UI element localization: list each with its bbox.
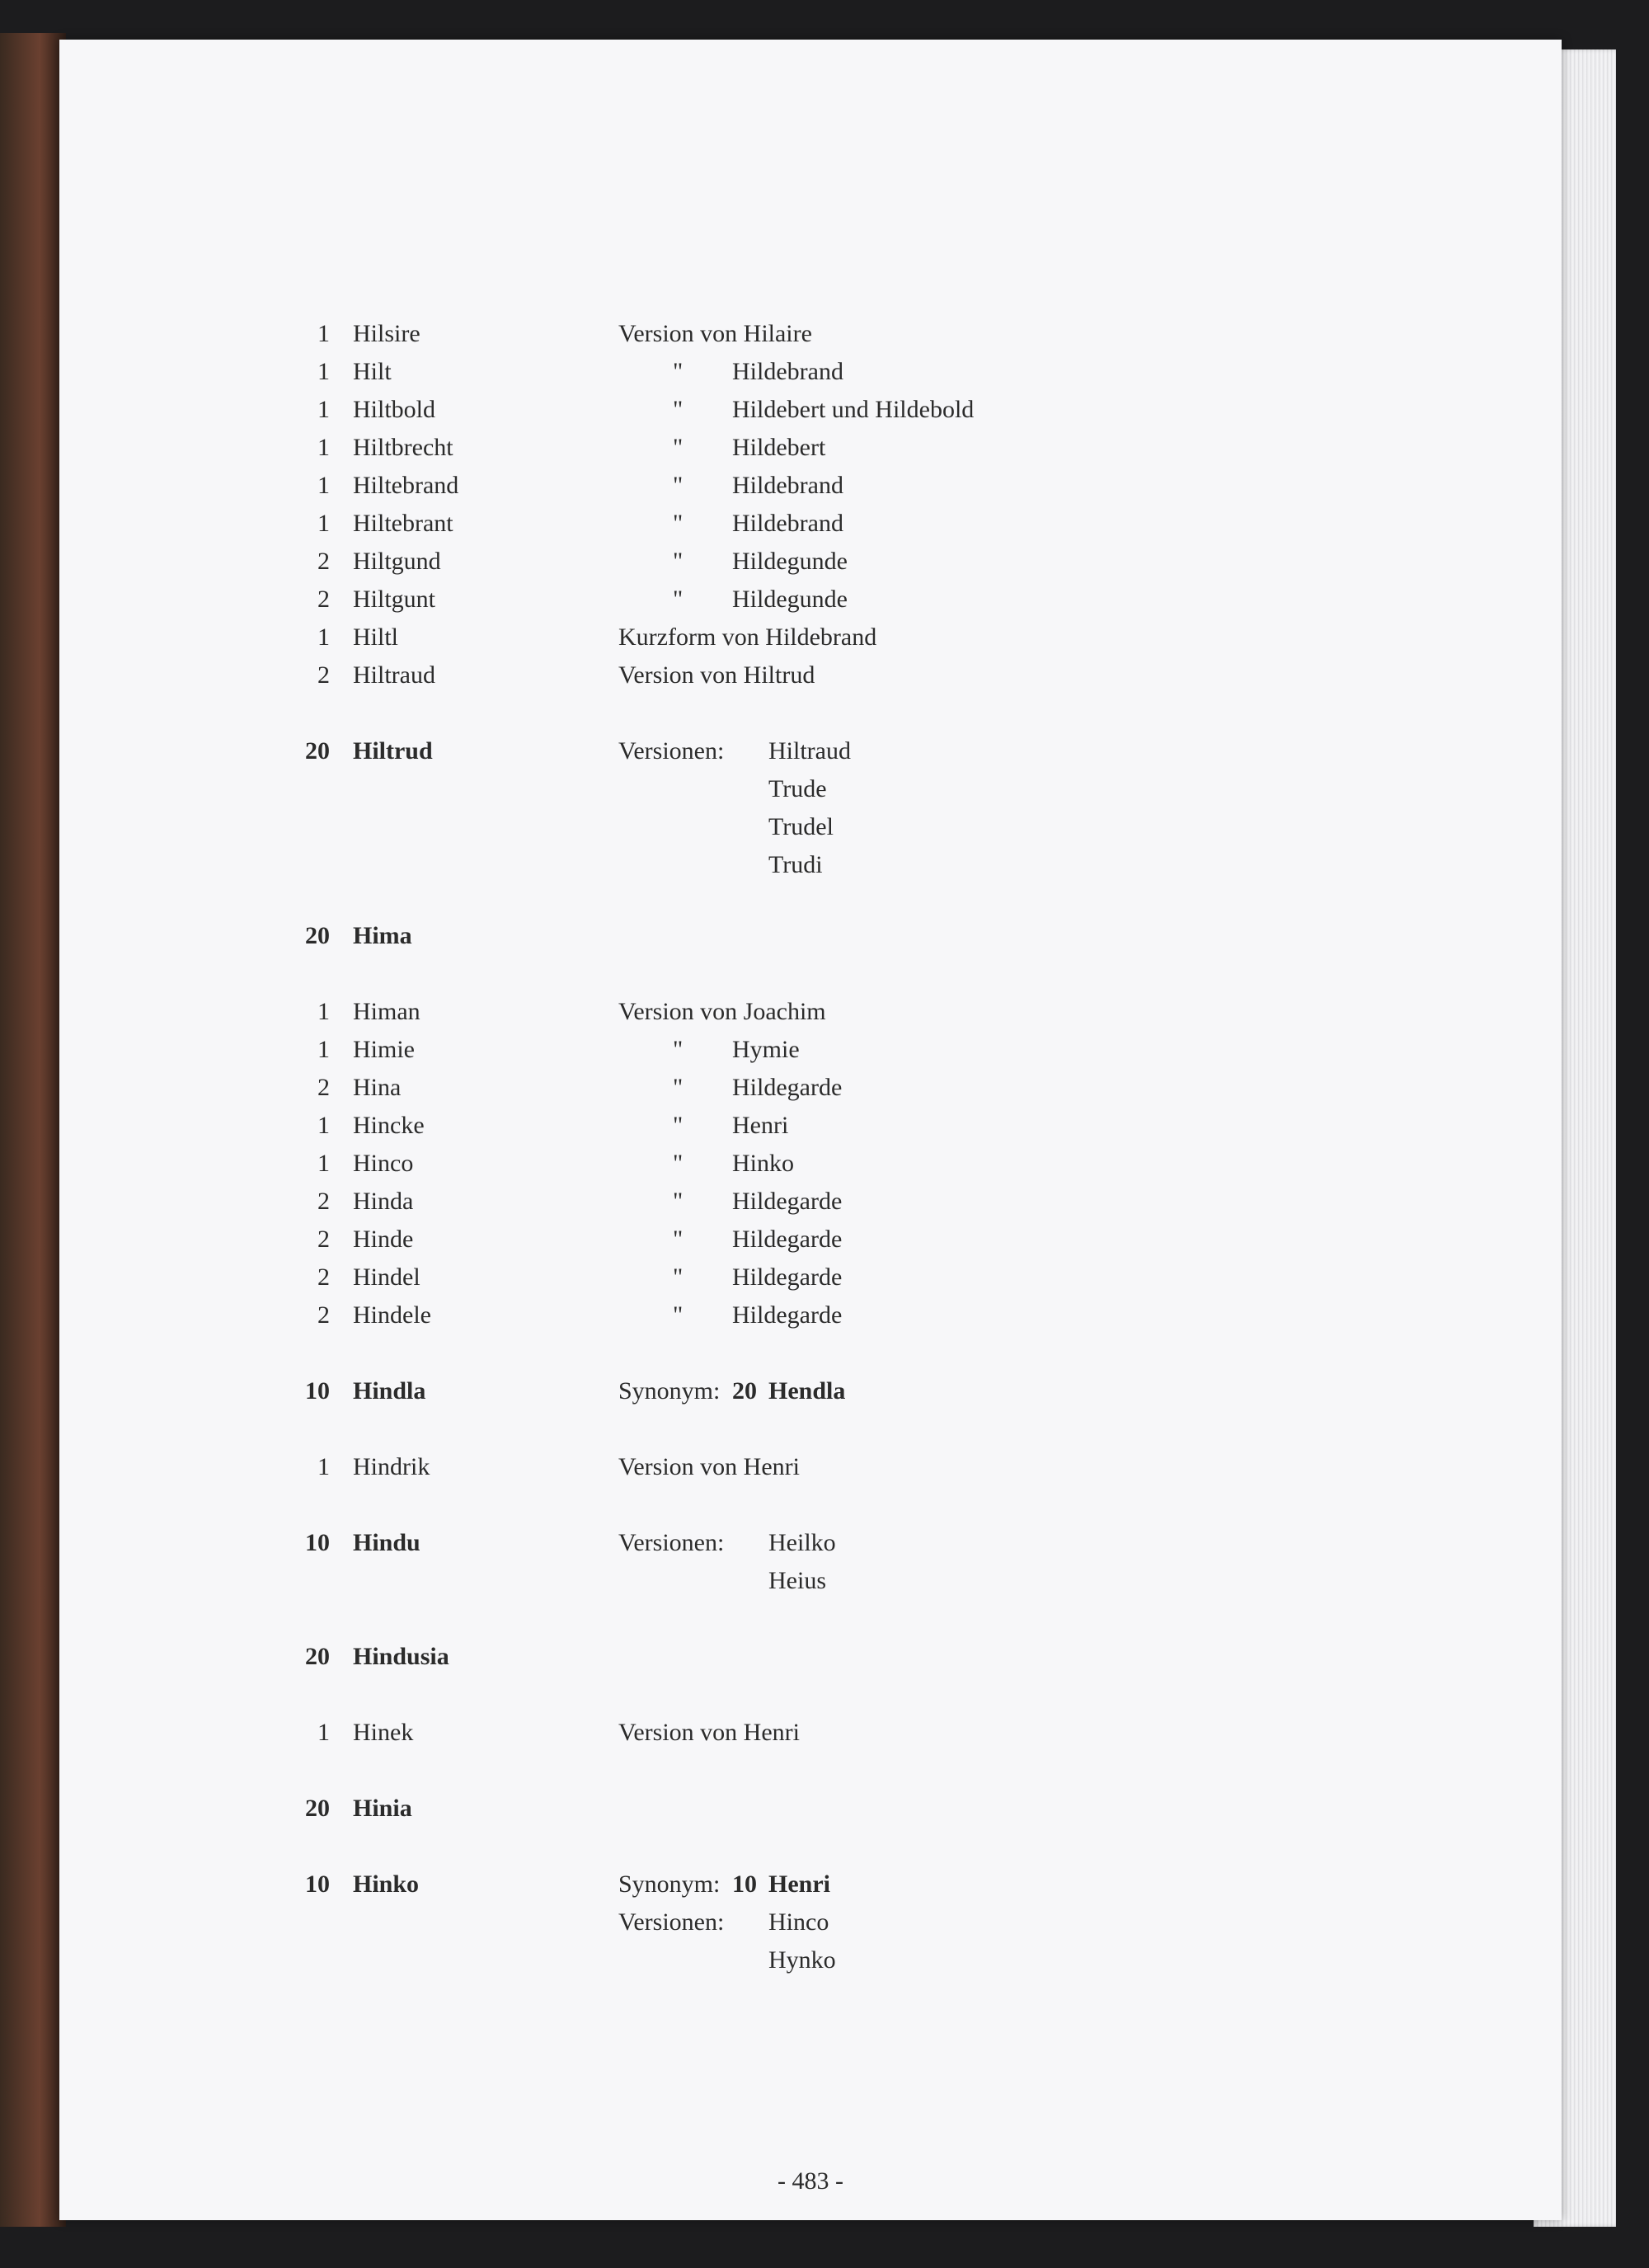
ditto-mark: ": [673, 1150, 684, 1177]
entry-name: Hinde: [353, 1226, 414, 1253]
entry-count: 10: [305, 1870, 330, 1898]
entry-count: 1: [317, 434, 330, 461]
entry-name: Hiltrud: [353, 737, 433, 765]
entry-description: Version von Hilaire: [618, 320, 812, 347]
entry-count: 1: [317, 1036, 330, 1063]
entry-count: 2: [317, 1263, 330, 1291]
entry-name: Hindu: [353, 1529, 420, 1556]
entry-count: 2: [317, 661, 330, 689]
synonym-count: 10: [732, 1870, 757, 1898]
entry-name: Hilt: [353, 358, 392, 385]
entry-description: Version von Henri: [618, 1719, 800, 1746]
entry-name: Hinda: [353, 1188, 414, 1215]
entry-name: Hinia: [353, 1795, 412, 1822]
entry-count: 20: [305, 922, 330, 949]
entry-count: 1: [317, 396, 330, 423]
ditto-mark: ": [673, 472, 684, 499]
entry-name: Hima: [353, 922, 412, 949]
versions-label: Versionen:: [618, 1908, 725, 1936]
ditto-mark: ": [673, 1112, 684, 1139]
entry-count: 2: [317, 586, 330, 613]
entry-description: Version von Joachim: [618, 998, 826, 1025]
entry-reference: Henri: [732, 1112, 789, 1139]
ditto-mark: ": [673, 434, 684, 461]
synonym-name: Hendla: [768, 1377, 846, 1405]
entry-reference: Hildebrand: [732, 358, 843, 385]
entry-count: 1: [317, 1719, 330, 1746]
synonym-name: Henri: [768, 1870, 830, 1898]
entry-name: Hindel: [353, 1263, 420, 1291]
ditto-mark: ": [673, 1036, 684, 1063]
entry-count: 1: [317, 320, 330, 347]
entry-reference: Hildegarde: [732, 1226, 843, 1253]
entry-name: Hinco: [353, 1150, 414, 1177]
versions-label: Versionen:: [618, 737, 725, 765]
entry-name: Hiltraud: [353, 661, 435, 689]
entry-count: 20: [305, 1795, 330, 1822]
ditto-mark: ": [673, 548, 684, 575]
entry-count: 2: [317, 1301, 330, 1329]
entry-name: Hindusia: [353, 1643, 449, 1670]
entry-count: 1: [317, 1150, 330, 1177]
entry-description: Version von Hiltrud: [618, 661, 815, 689]
entry-count: 1: [317, 623, 330, 651]
book-cover-edge: [0, 33, 66, 2227]
entry-count: 1: [317, 472, 330, 499]
entry-reference: Hildegunde: [732, 548, 848, 575]
entry-reference: Hildebert: [732, 434, 826, 461]
version-item: Hiltraud: [768, 737, 851, 765]
entry-count: 10: [305, 1377, 330, 1405]
version-item: Trudel: [768, 813, 834, 840]
entry-name: Hiltbrecht: [353, 434, 453, 461]
entry-count: 2: [317, 1188, 330, 1215]
entry-name: Hindele: [353, 1301, 431, 1329]
entry-name: Hincke: [353, 1112, 425, 1139]
entry-count: 1: [317, 998, 330, 1025]
ditto-mark: ": [673, 510, 684, 537]
entry-description: Kurzform von Hildebrand: [618, 623, 877, 651]
entry-name: Hinek: [353, 1719, 414, 1746]
entry-count: 20: [305, 737, 330, 765]
entry-count: 10: [305, 1529, 330, 1556]
versions-label: Versionen:: [618, 1529, 725, 1556]
ditto-mark: ": [673, 586, 684, 613]
entry-name: Hina: [353, 1074, 402, 1101]
ditto-mark: ": [673, 1188, 684, 1215]
book-page: [59, 40, 1562, 2220]
ditto-mark: ": [673, 1263, 684, 1291]
version-item: Hinco: [768, 1908, 829, 1936]
entry-reference: Hildegarde: [732, 1263, 843, 1291]
entry-name: Hilsire: [353, 320, 420, 347]
entry-reference: Hildegarde: [732, 1074, 843, 1101]
entry-reference: Hinko: [732, 1150, 794, 1177]
entry-name: Hiltbold: [353, 396, 436, 423]
version-item: Trude: [768, 775, 827, 802]
entry-name: Hiltgunt: [353, 586, 436, 613]
entry-reference: Hymie: [732, 1036, 800, 1063]
version-item: Hynko: [768, 1946, 836, 1974]
entry-count: 20: [305, 1643, 330, 1670]
version-item: Trudi: [768, 851, 823, 878]
entry-name: Hinko: [353, 1870, 420, 1898]
ditto-mark: ": [673, 396, 684, 423]
synonym-label: Synonym:: [618, 1870, 721, 1898]
entry-name: Hindla: [353, 1377, 426, 1405]
entry-name: Hiltebrand: [353, 472, 459, 499]
entry-count: 2: [317, 1226, 330, 1253]
ditto-mark: ": [673, 1226, 684, 1253]
entry-count: 1: [317, 358, 330, 385]
entry-reference: Hildegarde: [732, 1188, 843, 1215]
synonym-count: 20: [732, 1377, 757, 1405]
ditto-mark: ": [673, 358, 684, 385]
entry-count: 2: [317, 548, 330, 575]
ditto-mark: ": [673, 1301, 684, 1329]
synonym-label: Synonym:: [618, 1377, 721, 1405]
entry-count: 2: [317, 1074, 330, 1101]
entry-name: Hiltebrant: [353, 510, 453, 537]
entry-name: Hiltl: [353, 623, 399, 651]
ditto-mark: ": [673, 1074, 684, 1101]
entry-count: 1: [317, 510, 330, 537]
entry-name: Himan: [353, 998, 420, 1025]
entry-reference: Hildegunde: [732, 586, 848, 613]
entry-reference: Hildebrand: [732, 510, 843, 537]
version-item: Heius: [768, 1567, 826, 1594]
entry-name: Himie: [353, 1036, 415, 1063]
version-item: Heilko: [768, 1529, 836, 1556]
entry-reference: Hildebert und Hildebold: [732, 396, 975, 423]
entry-reference: Hildebrand: [732, 472, 843, 499]
entry-name: Hindrik: [353, 1453, 430, 1480]
entry-description: Version von Henri: [618, 1453, 800, 1480]
entry-reference: Hildegarde: [732, 1301, 843, 1329]
page-number: - 483 -: [778, 2167, 843, 2195]
entry-count: 1: [317, 1453, 330, 1480]
entry-count: 1: [317, 1112, 330, 1139]
entry-name: Hiltgund: [353, 548, 441, 575]
